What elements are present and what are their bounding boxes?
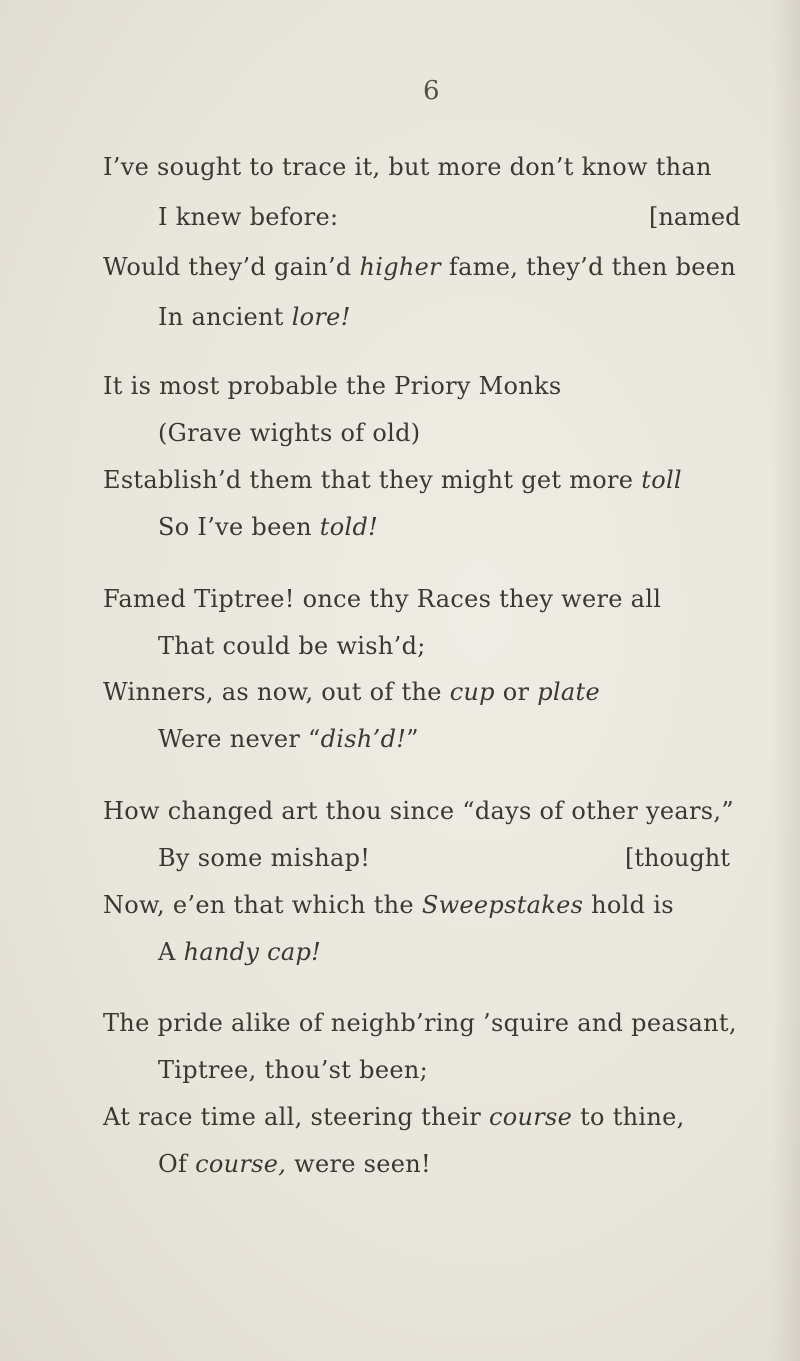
verse-line: I knew before: — [158, 203, 339, 231]
page-edge-shadow — [772, 0, 800, 1361]
turnover-bracket: [named — [649, 203, 741, 231]
verse-line: I’ve sought to trace it, but more don’t know than — [103, 153, 712, 181]
verse-line: Were never “dish’d!” — [158, 725, 419, 753]
verse-line: By some mishap! — [158, 844, 371, 872]
verse-line: Winners, as now, out of the cup or plate — [103, 678, 600, 706]
verse-line: At race time all, steering their course to thine, — [103, 1103, 685, 1131]
verse-line: The pride alike of neighb’ring ’squire and peasant, — [103, 1009, 737, 1037]
verse-line: Of course, were seen! — [158, 1150, 431, 1178]
verse-line: How changed art thou since “days of other years,” — [103, 797, 734, 825]
verse-line: (Grave wights of old) — [158, 419, 421, 447]
verse-line: Famed Tiptree! once thy Races they were all — [103, 585, 662, 613]
verse-line: It is most probable the Priory Monks — [103, 372, 562, 400]
verse-line: Establish’d them that they might get more toll — [103, 466, 682, 494]
verse-line: In ancient lore! — [158, 303, 351, 331]
verse-line: So I’ve been told! — [158, 513, 379, 541]
verse-line: Now, e’en that which the Sweepstakes hold is — [103, 891, 674, 919]
turnover-bracket: [thought — [625, 844, 730, 872]
page-number: 6 — [423, 76, 440, 106]
verse-line: That could be wish’d; — [158, 632, 426, 660]
verse-line: Would they’d gain’d higher fame, they’d then been — [103, 253, 737, 281]
verse-line: A handy cap! — [158, 938, 322, 966]
verse-line: Tiptree, thou’st been; — [158, 1056, 428, 1084]
